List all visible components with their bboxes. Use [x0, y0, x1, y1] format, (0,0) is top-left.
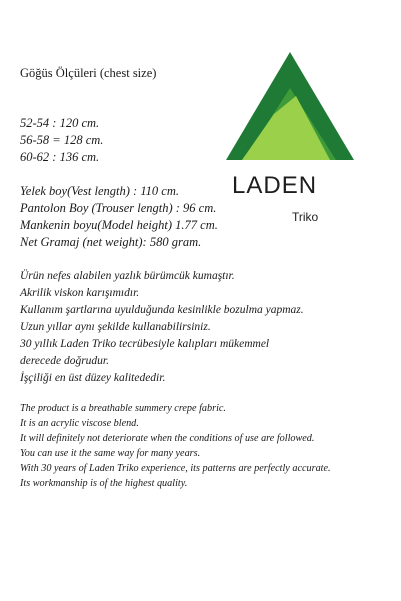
tr-description-line: İşçiliği en üst düzey kalitededir. [20, 372, 166, 384]
trouser-length: Pantolon Boy (Trouser length) : 96 cm. [20, 201, 217, 215]
brand-name: LADEN [232, 172, 318, 199]
chest-size-row: 60-62 : 136 cm. [20, 150, 100, 164]
tr-description-line: Ürün nefes alabilen yazlık bürümcük kumaştır. [20, 270, 235, 282]
en-description-line: With 30 years of Laden Triko experience, its patterns are perfectly accurate. [20, 463, 331, 474]
en-description-line: It is an acrylic viscose blend. [20, 418, 139, 429]
model-height: Mankenin boyu(Model height) 1.77 cm. [20, 218, 218, 232]
net-weight: Net Gramaj (net weight): 580 gram. [20, 235, 202, 249]
tr-description-line: Kullanım şartlarına uyulduğunda kesinlikle bozulma yapmaz. [20, 304, 304, 316]
tr-description-line: 30 yıllık Laden Triko tecrübesiyle kalıpları mükemmel [20, 338, 270, 350]
triangle-logo-icon [226, 52, 354, 164]
chest-size-row: 52-54 : 120 cm. [20, 116, 100, 130]
en-description-line: You can use it the same way for many years. [20, 448, 201, 459]
en-description-line: Its workmanship is of the highest quality. [20, 478, 188, 489]
chest-size-row: 56-58 = 128 cm. [20, 133, 104, 147]
brand-subtitle: Triko [292, 210, 319, 224]
en-description-line: It will definitely not deteriorate when the conditions of use are followed. [20, 433, 315, 444]
en-description-line: The product is a breathable summery crepe fabric. [20, 403, 226, 414]
tr-description-line: derecede doğrudur. [20, 355, 109, 367]
tr-description-line: Uzun yıllar aynı şekilde kullanabilirsiniz. [20, 321, 211, 333]
vest-length: Yelek boy(Vest length) : 110 cm. [20, 184, 179, 198]
tr-description-line: Akrilik viskon karışımıdır. [20, 287, 140, 299]
chest-size-title: Göğüs Ölçüleri (chest size) [20, 66, 157, 80]
